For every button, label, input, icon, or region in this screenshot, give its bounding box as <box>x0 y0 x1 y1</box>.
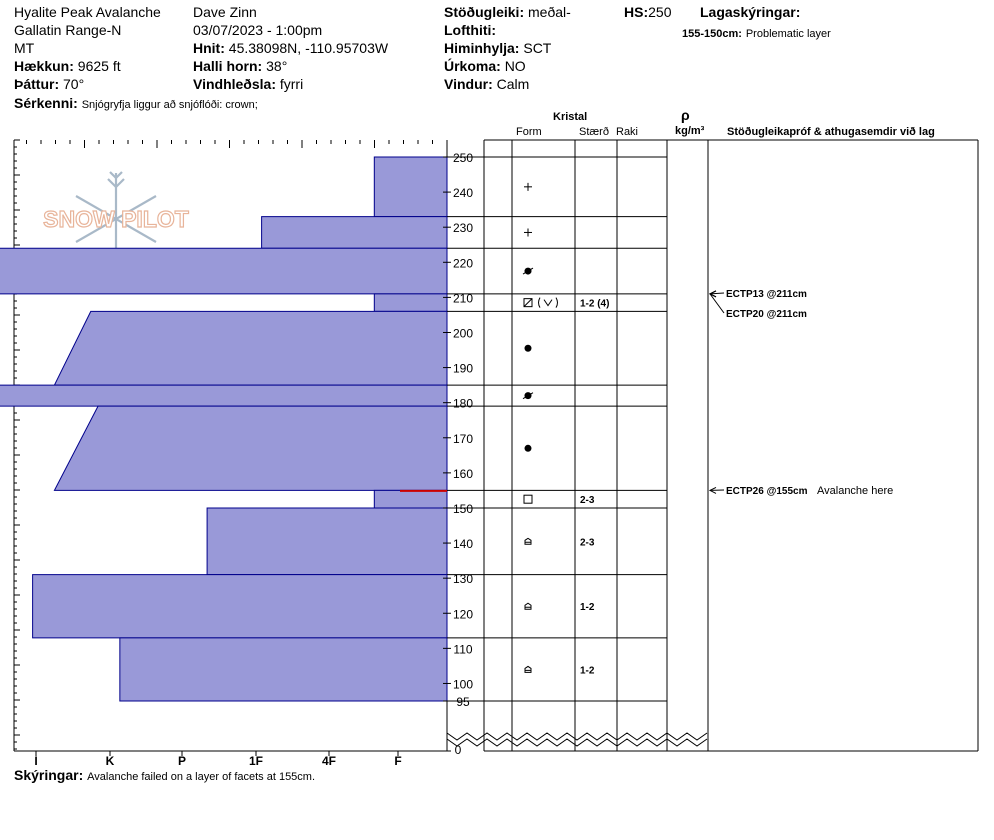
depth-label-100: 100 <box>452 677 474 692</box>
depth-label-160: 160 <box>452 466 474 481</box>
sky-value: SCT <box>523 40 552 56</box>
grain-form-5 <box>523 392 533 399</box>
depth-label-210: 210 <box>452 291 474 306</box>
depth-label-190: 190 <box>452 361 474 376</box>
grain-form-1 <box>524 228 532 236</box>
depth-label-95: 95 <box>456 695 470 709</box>
location-name: Hyalite Peak Avalanche <box>14 4 161 20</box>
wind-loading-value: fyrri <box>279 76 304 92</box>
axis-break-zigzag-1 <box>447 733 707 740</box>
density-symbol: ρ <box>681 107 690 123</box>
hardness-layer-4 <box>54 311 447 385</box>
hardness-layer-7 <box>374 490 447 508</box>
hardness-label-K: K <box>105 754 115 768</box>
depth-label-200: 200 <box>452 326 474 341</box>
grain-form-2 <box>523 268 533 275</box>
grain-size-8: 2-3 <box>580 537 595 549</box>
aspect-label: Þáttur: <box>14 76 60 92</box>
size-header: Stærð <box>579 126 609 138</box>
test-label-0: ECTP13 @211cm <box>726 289 807 300</box>
depth-hoar-icon <box>525 603 531 609</box>
logo-text: SNOW PILOT <box>43 206 189 232</box>
coords-label: Hnit: <box>193 40 225 56</box>
layer-notes-label: Lagaskýringar: <box>700 4 801 20</box>
depth-label-180: 180 <box>452 396 474 411</box>
grain-form-6 <box>525 445 532 452</box>
depth-hoar-icon <box>556 298 558 308</box>
comments-label: Skýringar: <box>14 767 84 783</box>
test-label-2: ECTP26 @155cm <box>726 486 808 497</box>
wind-loading-label: Vindhleðsla: <box>193 76 276 92</box>
features-text: Snjógryfja liggur að snjóflóði: crown; <box>81 99 258 111</box>
hardness-label-4F: 4F <box>321 754 337 768</box>
depth-label-250: 250 <box>452 151 474 165</box>
precip-label: Úrkoma: <box>444 58 501 74</box>
elevation-label: Hækkun: <box>14 58 74 74</box>
depth-label-220: 220 <box>452 256 474 271</box>
test-label-1: ECTP20 @211cm <box>726 309 807 320</box>
slope-label: Halli horn: <box>193 58 263 74</box>
depth-hoar-icon <box>539 298 541 308</box>
hardness-layer-8 <box>207 508 447 575</box>
slope-value: 38° <box>266 58 288 74</box>
state-name: MT <box>14 40 35 56</box>
hardness-layer-10 <box>120 638 447 701</box>
observer-name: Dave Zinn <box>193 4 257 20</box>
grain-size-3: 1-2 (4) <box>580 298 610 310</box>
depth-label-240: 240 <box>452 186 474 201</box>
grain-size-9: 1-2 <box>580 602 595 614</box>
facet-icon <box>524 299 532 307</box>
grain-size-7: 2-3 <box>580 495 595 507</box>
stability-label: Stöðugleiki: <box>444 4 525 20</box>
wind-label: Vindur: <box>444 76 493 92</box>
coords-value: 45.38098N, -110.95703W <box>228 40 389 56</box>
test-leader-1 <box>710 294 724 313</box>
hardness-layer-1 <box>262 217 447 249</box>
grain-form-7 <box>524 495 532 503</box>
moisture-header: Raki <box>616 126 639 138</box>
air-temp-label: Lofthiti: <box>444 22 497 38</box>
depth-label-120: 120 <box>452 607 474 622</box>
rounded-grain-icon <box>525 445 532 452</box>
elevation-value: 9625 ft <box>77 58 121 74</box>
grain-form-3 <box>524 298 558 308</box>
test-note-2: Avalanche here <box>817 485 894 497</box>
features-label: Sérkenni: <box>14 95 78 111</box>
hardness-label-P: P <box>177 754 187 768</box>
range-name: Gallatin Range-N <box>14 22 122 38</box>
hs-label: HS: <box>624 4 649 20</box>
obs-datetime: 03/07/2023 - 1:00pm <box>193 22 323 38</box>
grain-size-10: 1-2 <box>580 665 595 677</box>
stability-tests-header: Stöðugleikapróf & athugasemdir við lag <box>727 126 935 138</box>
layer-note-text: Problematic layer <box>745 28 831 40</box>
depth-label-0: 0 <box>454 743 462 757</box>
grain-form-10 <box>525 666 531 672</box>
wind-value: Calm <box>496 76 530 92</box>
hardness-layer-9 <box>33 575 447 638</box>
depth-label-130: 130 <box>452 572 474 587</box>
depth-label-110: 110 <box>453 642 473 657</box>
hs-value: 250 <box>648 4 672 20</box>
crystal-header: Kristal <box>553 111 588 123</box>
comments-text: Avalanche failed on a layer of facets at 155cm. <box>87 771 316 783</box>
depth-label-140: 140 <box>452 537 474 552</box>
sky-label: Himinhylja: <box>444 40 520 56</box>
hardness-label-F: F <box>394 754 402 768</box>
depth-label-150: 150 <box>452 501 474 516</box>
hardness-label-1F: 1F <box>248 754 264 768</box>
density-unit: kg/m³ <box>675 125 705 137</box>
grain-form-0 <box>524 183 532 191</box>
depth-hoar-icon <box>544 300 552 306</box>
depth-label-230: 230 <box>452 221 474 236</box>
hardness-layer-3 <box>374 294 447 312</box>
hardness-label-I: I <box>34 754 38 768</box>
facet-icon <box>524 495 532 503</box>
form-header: Form <box>516 126 542 138</box>
grain-form-9 <box>525 603 531 609</box>
stability-value: meðal- <box>528 4 571 20</box>
precip-value: NO <box>504 58 526 74</box>
hardness-layer-0 <box>374 157 447 217</box>
aspect-value: 70° <box>63 76 85 92</box>
depth-hoar-icon <box>525 666 531 672</box>
depth-hoar-icon <box>525 538 531 544</box>
hardness-layer-6 <box>54 406 447 490</box>
rounded-grain-icon <box>525 345 532 352</box>
hardness-layer-5 <box>0 385 447 406</box>
hardness-layer-2 <box>0 248 447 294</box>
grain-form-8 <box>525 538 531 544</box>
depth-label-170: 170 <box>452 431 474 446</box>
grain-form-4 <box>525 345 532 352</box>
layer-note-range: 155-150cm: <box>682 28 742 40</box>
